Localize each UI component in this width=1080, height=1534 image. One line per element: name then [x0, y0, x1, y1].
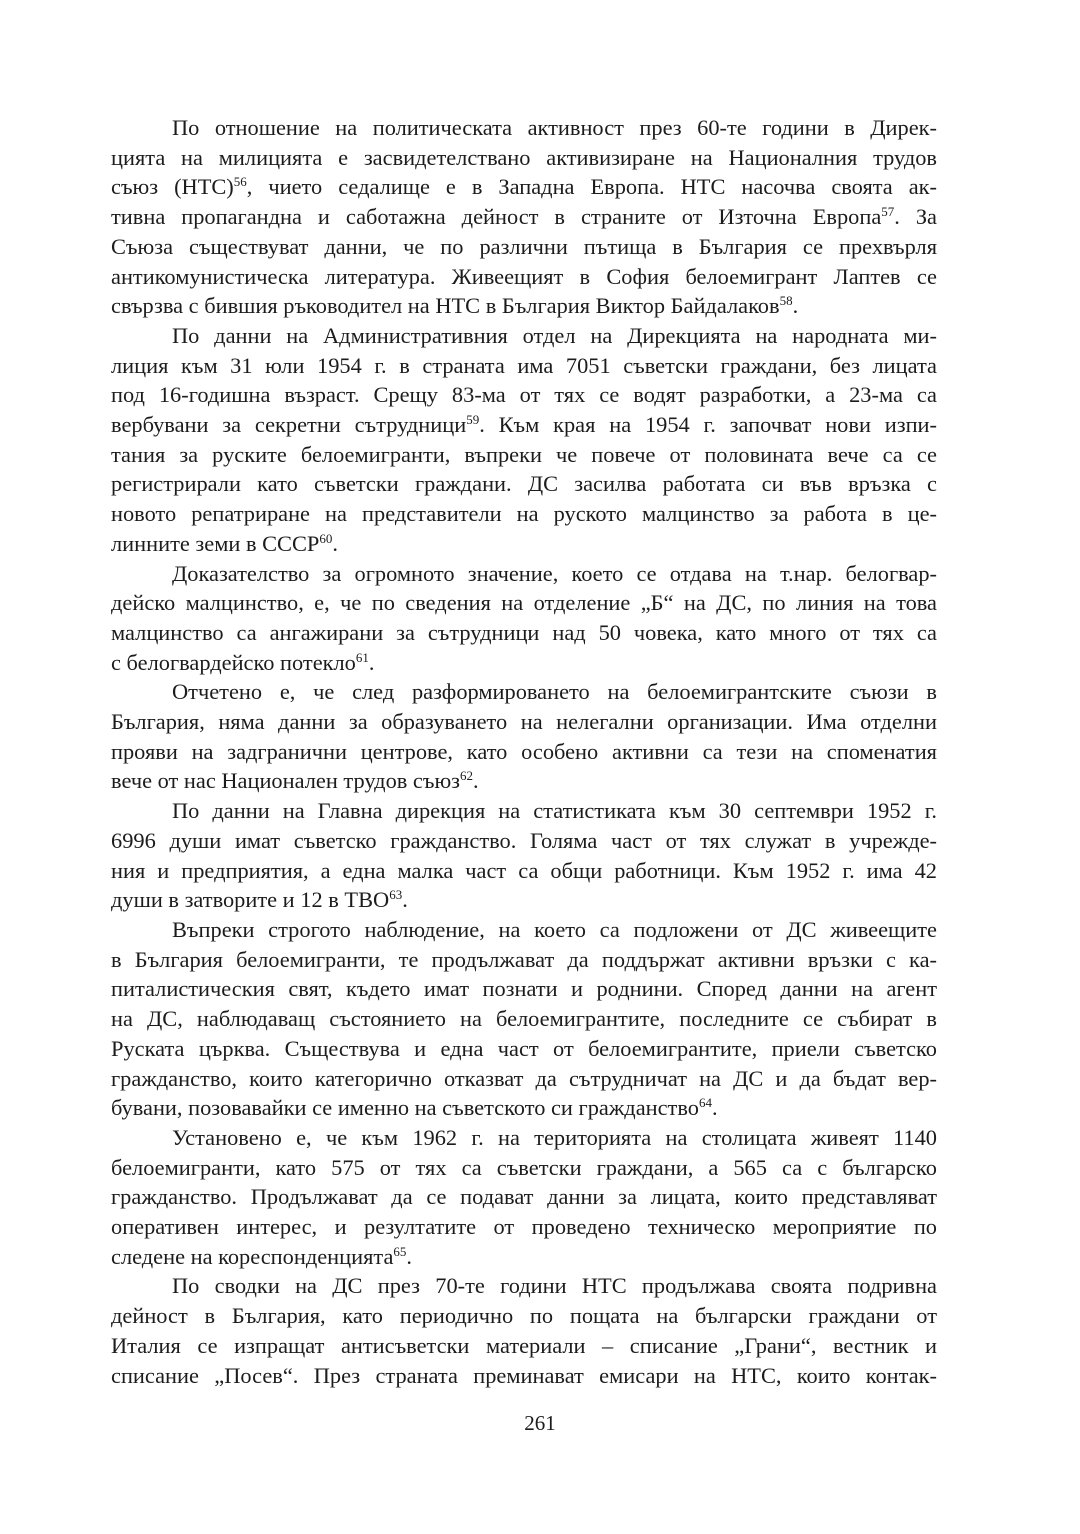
text-line: [111, 1153, 937, 1183]
text-line: [111, 1004, 937, 1034]
text-line: [111, 796, 937, 826]
text-line: [111, 677, 937, 707]
footnote-reference[interactable]: 60: [319, 530, 333, 546]
text-run: ния и предприятия, а една малка част са общи работници. Към 1952 г. има 42: [111, 857, 937, 883]
text-run: под 16-годишна възраст. Срещу 83-ма от тях се водят разработки, а 23-ма са: [111, 382, 937, 408]
text-line: [111, 974, 937, 1004]
paragraph: [111, 796, 937, 915]
text-line: [111, 1301, 937, 1331]
text-line: [111, 648, 937, 678]
text-line: [111, 885, 937, 915]
text-run: съюз (НТС): [111, 174, 234, 200]
text-line: [111, 232, 937, 262]
text-run: гражданство, които категорично отказват да сътрудничат на ДС и да бъдат вер-: [111, 1065, 937, 1091]
text-run: прояви на задгранични центрове, като особено активни са тези на споменатия: [111, 738, 937, 764]
text-line: [111, 469, 937, 499]
text-run: лиция към 31 юли 1954 г. в страната има 7051 съветски граждани, без лицата: [111, 352, 937, 378]
text-run: белоемигранти, като 575 от тях са съветски граждани, а 565 са с българско: [111, 1154, 937, 1180]
text-run: По отношение на политическата активност през 60-те години в Дирек-: [172, 115, 937, 140]
paragraph: [111, 677, 937, 796]
text-run: свързва с бившия ръководител на НТС в България Виктор Байдалаков: [111, 293, 780, 319]
text-line: [111, 826, 937, 856]
text-run: .: [406, 1243, 413, 1269]
text-run: в България белоемигранти, те продължават да поддържат активни връзки с ка-: [111, 946, 937, 972]
text-line: [111, 737, 937, 767]
footnote-reference[interactable]: 63: [389, 887, 403, 903]
text-run: . Към края на 1954 г. започват нови изпи-: [479, 412, 937, 438]
text-run: оперативен интерес, и резултатите от проведено техническо мероприятие по: [111, 1214, 937, 1240]
text-run: , чието седалище е в Западна Европа. НТС насочва своята ак-: [246, 174, 938, 200]
text-run: .: [711, 1095, 718, 1121]
text-line: [111, 945, 937, 975]
paragraph: [111, 113, 937, 321]
paragraph: [111, 1271, 937, 1390]
paragraph: [111, 321, 937, 559]
text-run: .: [402, 887, 408, 913]
text-line: [111, 440, 937, 470]
text-line: [111, 1034, 937, 1064]
paragraph: [111, 1123, 937, 1272]
text-run: По данни на Главна дирекция на статистиката към 30 септември 1952 г.: [172, 798, 937, 824]
text-line: [111, 262, 937, 292]
text-run: питалистическия свят, където имат познати и роднини. Според данни на агент: [111, 976, 937, 1002]
text-line: [111, 1064, 937, 1094]
text-line: [111, 1212, 937, 1242]
text-line: [111, 351, 937, 381]
text-line: [111, 588, 937, 618]
text-line: [111, 1242, 937, 1272]
text-line: [111, 321, 937, 351]
text-run: . За: [894, 204, 937, 230]
text-line: [111, 291, 937, 321]
text-line: [111, 113, 937, 143]
text-run: По сводки на ДС през 70-те години НТС продължава своята подривна: [172, 1273, 937, 1299]
text-run: .: [792, 293, 799, 319]
text-line: [111, 1271, 937, 1301]
text-run: бувани, позовавайки се именно на съветското си гражданство: [111, 1095, 699, 1121]
text-run: вербувани за секретни сътрудници: [111, 412, 467, 438]
text-run: Установено е, че към 1962 г. на територията на столицата живеят 1140: [172, 1124, 937, 1150]
text-run: новото репатриране на представители на руското малцинство за работа в це-: [111, 501, 937, 527]
text-line: [111, 707, 937, 737]
footnote-reference[interactable]: 62: [460, 768, 474, 784]
text-run: регистрирали като съветски граждани. ДС засилва работата си във връзка с: [111, 471, 937, 497]
text-run: Доказателство за огромното значение, което се отдава на т.нар. белогвар-: [172, 560, 937, 586]
text-line: [111, 1123, 937, 1153]
text-line: [111, 618, 937, 648]
text-run: 6996 души имат съветско гражданство. Голяма част от тях служат в учрежде-: [111, 827, 937, 853]
text-line: [111, 1182, 937, 1212]
text-line: [111, 766, 937, 796]
footnote-reference[interactable]: 58: [779, 293, 793, 309]
text-run: с белогвардейско потекло: [111, 649, 356, 675]
text-run: дейност в България, като периодично по пощата на български граждани от: [111, 1303, 937, 1329]
text-run: вече от нас Национален трудов съюз: [111, 768, 461, 794]
text-line: [111, 1331, 937, 1361]
text-run: гражданство. Продължават да се подават данни за лицата, които представляват: [111, 1184, 937, 1210]
text-run: цията на милицията е засвидетелствано активизиране на Националния трудов: [111, 144, 937, 170]
text-run: антикомунистическа литература. Живеещият в София белоемигрант Лаптев се: [111, 263, 937, 289]
text-run: линните земи в СССР: [111, 530, 320, 556]
text-run: тивна пропагандна и саботажна дейност в страните от Източна Европа: [111, 204, 882, 230]
text-run: списание „Посев“. През страната преминават емисари на НТС, които контак-: [111, 1362, 937, 1388]
text-run: Отчетено е, че след разформироването на белоемигрантските съюзи в: [172, 679, 937, 705]
text-run: Руската църква. Съществува и една част от белоемигрантите, приели съветско: [111, 1035, 937, 1061]
page-number: 261: [524, 1411, 556, 1435]
text-run: малцинство са ангажирани за сътрудници над 50 човека, като много от тях са: [111, 619, 937, 645]
text-line: [111, 202, 937, 232]
footnote-reference[interactable]: 65: [393, 1243, 407, 1259]
footnote-reference[interactable]: 61: [355, 649, 369, 665]
text-run: следене на кореспонденцията: [111, 1243, 394, 1269]
text-run: на ДС, наблюдаващ състоянието на белоемигрантите, последните се събират в: [111, 1006, 937, 1032]
text-run: .: [332, 530, 338, 556]
text-line: [111, 915, 937, 945]
text-line: [111, 1361, 937, 1391]
footnote-reference[interactable]: 57: [881, 204, 895, 220]
text-run: Италия се изпращат антисъветски материали – списание „Грани“, вестник и: [111, 1332, 937, 1358]
text-line: [111, 172, 937, 202]
text-line: [111, 529, 937, 559]
text-run: По данни на Административния отдел на Дирекцията на народната ми-: [172, 322, 937, 348]
text-line: [111, 410, 937, 440]
text-run: души в затворите и 12 в ТВО: [111, 887, 390, 913]
text-run: България, няма данни за образуването на нелегални организации. Има отделни: [111, 709, 937, 735]
text-line: [111, 499, 937, 529]
text-line: [111, 559, 937, 589]
footnote-reference[interactable]: 59: [466, 412, 480, 428]
text-run: Съюза съществуват данни, че по различни пътища в България се прехвърля: [111, 233, 937, 259]
text-line: [111, 143, 937, 173]
text-line: [111, 856, 937, 886]
text-run: Въпреки строгото наблюдение, на което са подложени от ДС живеещите: [172, 916, 937, 942]
text-run: тания за руските белоемигранти, въпреки че повече от половината вече са се: [111, 441, 937, 467]
footnote-reference[interactable]: 56: [233, 174, 247, 190]
text-run: .: [473, 768, 479, 794]
paragraph: [111, 559, 937, 678]
body-text: [111, 113, 937, 1390]
paragraph: [111, 915, 937, 1123]
text-line: [111, 1093, 937, 1123]
text-line: [111, 380, 937, 410]
text-run: дейско малцинство, е, че по сведения на отделение „Б“ на ДС, по линия на това: [111, 590, 937, 616]
text-run: .: [368, 649, 375, 675]
footnote-reference[interactable]: 64: [698, 1095, 712, 1111]
